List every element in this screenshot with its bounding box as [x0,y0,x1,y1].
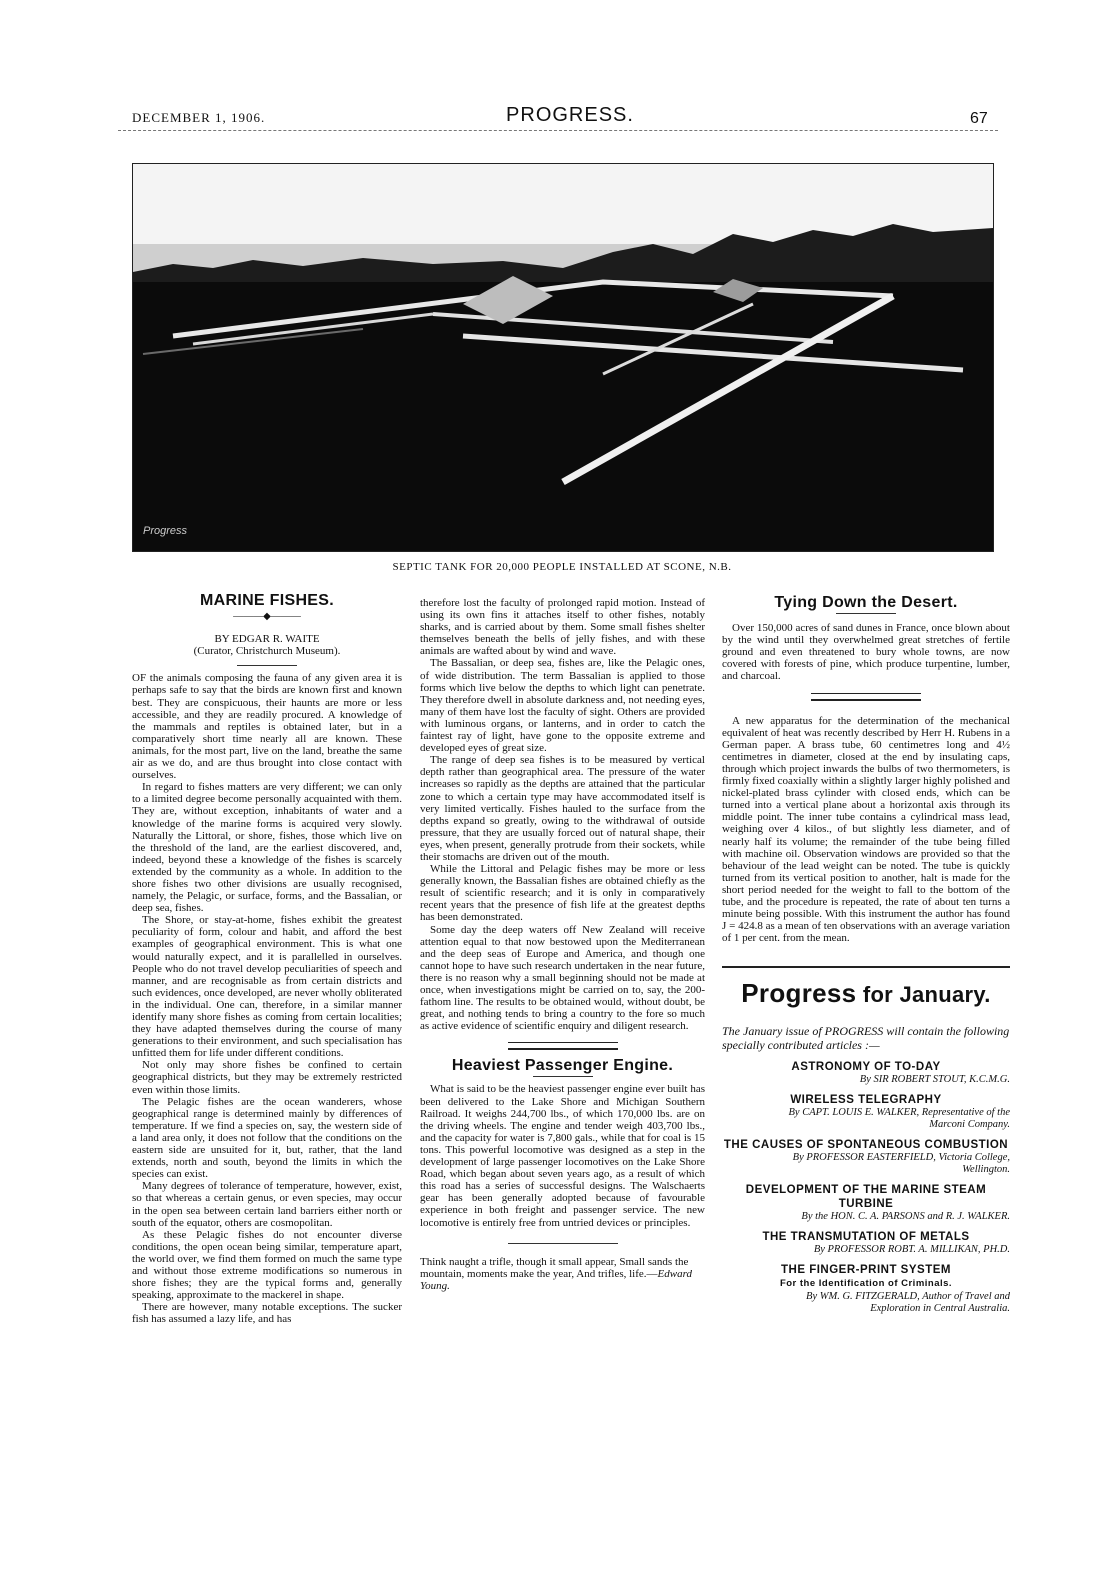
marine-fishes-column [132,592,402,1326]
short-rule [836,613,896,614]
engine-text: What is said to be the heaviest passenger engine ever built has been delivered to the Lake Shore and Michigan Southern Railroad. It weighs 244,700 lbs., of which 170,000 lbs. are on the driving wheels. The engine and tender weigh 403,700 lbs., and the capacity for water is 7,800 gals., while that for coal is 15 tons. This powerful locomotive was designed as a step in the development of large passenger locomotives on the Lake Shore Road, which began about seven years ago, as a result of which this road has a series of successful designs. The Walschaerts gear has been generally adopted because of favourable experience in both freight and passenger service. The new locomotive is entirely free from untried devices or principles. [420,1083,705,1229]
article-subtitle: For the Identification of Criminals. [779,1278,953,1290]
marine-fishes-title: MARINE FISHES. [200,592,334,609]
paragraph: The Bassalian, or deep sea, fishes are, like the Pelagic ones, of wide distribution. The term Bassalian is applied to those forms which live below the depths to which light can penetrate. They therefore dwell in absolute darkness and, not needing eyes, many of them have lost the faculty of sight. Others are provided with luminous organs, or lanterns, and in order to catch the faintest ray of light, have gone to the opposite extreme and developed eyes of great size. [420,657,705,755]
article-title: THE FINGER-PRINT SYSTEM [781,1264,951,1277]
marine-byline: BY EDGAR R. WAITE [214,633,320,646]
article-byline: By WM. G. FITZGERALD, Author of Travel and Exploration in Central Australia. [806,1291,1010,1315]
quote [420,1256,705,1292]
paragraph: The range of deep sea fishes is to be measured by vertical depth rather than geographical area. The pressure of the water increases so rapidly as the depths are attained that the particular zone to which a certain type may have accommodated itself is very limited vertically. Fishes hauled to the surface from the depths expand so greatly, owing to the withdrawal of outside pressure, that they are usually forced out of natural shape, their eyes, when present, generally protrude from their sockets, while their stomachs are driven out of the mouth. [420,754,705,863]
paragraph: Some day the deep waters off New Zealand will receive attention equal to that now bestowed upon the Mediterranean and the deep seas of Europe and America, and though one cannot hope to have such research undertaken in the near future, there is no reason why a small beginning should not be made at once, when investigations might be carried on to, say, the 200-fathom line. The results to be obtained would, without doubt, be great, and nothing tends to bring a country to the fore so much as active evidence of scientific enquiry and diligent research. [420,923,705,1033]
quote-author: Edward Young. [420,1267,692,1292]
desert-text: Over 150,000 acres of sand dunes in France, once blown about by the wind until they overwhelmed great stretches of fertile ground and even threatened to bury whole towns, are now covered with forests of pine, which produce turpentine, lumber, and charcoal. [722,622,1010,683]
short-rule [237,665,297,666]
issue-date: DECEMBER 1, 1906. [132,110,266,125]
article-title: ASTRONOMY OF TO-DAY [791,1061,941,1074]
masthead-title: PROGRESS. [506,104,634,126]
article-byline: By PROFESSOR ROBT. A. MILLIKAN, PH.D. [813,1244,1010,1256]
article-byline: By PROFESSOR EASTERFIELD, Victoria College, Wellington. [792,1152,1010,1176]
divider [722,966,1010,968]
engine-title: Heaviest Passenger Engine. [451,1057,674,1075]
photo-caption: SEPTIC TANK FOR 20,000 PEOPLE INSTALLED AT SCONE, N.B. [392,561,732,573]
paragraph: The Pelagic fishes are the ocean wanderers, whose geographical range is determined mainly by differences of temperature. If we find a species on, say, the western side of a land area only, it does not follow that the conditions on the eastern side are unsuited for it, but, rather, that the land extends, north and south, beyond the limits in which the species can exist. [132,1095,402,1181]
article-title: THE CAUSES OF SPONTANEOUS COMBUSTION [723,1139,1009,1152]
january-intro: The January issue of PROGRESS will contain the following specially contributed articles :— [722,1024,1010,1053]
paragraph: There are however, many notable exceptions. The sucker fish has assumed a lazy life, and has [132,1301,402,1326]
paragraph: While the Littoral and Pelagic fishes may be more or less generally known, the Bassalian fishes are obtained chiefly as the result of scientific research; and it is only in comparatively recent years that the presence of fish life at the greatest depths has been demonstrated. [420,863,705,924]
article-title: DEVELOPMENT OF THE MARINE STEAM TURBINE [745,1184,987,1211]
article-byline: By CAPT. LOUIS E. WALKER, Representative of the Marconi Company. [788,1107,1010,1131]
desert-title: Tying Down the Desert. [774,594,958,611]
paragraph: therefore lost the faculty of prolonged rapid motion. Instead of using its own fins it attaches itself to other fishes, notably sharks, and is carried about by them. Some small fishes shelter themselves beneath the bells of jelly fishes, and with these animals are wafted about by wind and wave. [420,597,705,658]
page-number: 67 [970,110,988,127]
article-byline: By the HON. C. A. PARSONS and R. J. WALKER. [801,1211,1010,1223]
septic-tank-illustration [133,164,993,551]
article-byline: By SIR ROBERT STOUT, K.C.M.G. [859,1074,1010,1086]
section-rule [508,1042,618,1050]
paragraph: The Shore, or stay-at-home, fishes exhibit the greatest peculiarity of form, colour and habit, and afford the best examples of geographical environment. This is what one would naturally expect, and it is parallelled in ourselves. People who do not travel develop peculiarities of speech and manner, and are recognisable as from certain districts and such evidences, once developed, are never wholly obliterated in the individual. One can, therefore, in a similar manner identify many shore fishes as coming from certain localities; they have adapted themselves during the course of many generations to their environment, and such specialisation has unfitted them for life under different conditions. [132,914,402,1060]
paragraph: OF the animals composing the fauna of any given area it is perhaps safe to say that the birds are known first and known best. They are conspicuous, their haunts are more or less accessible, and they are readily procured. A knowledge of the mammals and reptiles is obtained later, but in a comparatively short time nearly all are known. These animals, for the most part, live on the land, breathe the same air as we do, and are thus brought into close contact with ourselves. [132,672,402,782]
short-rule [533,1076,593,1077]
photo-watermark: Progress [143,525,188,537]
paragraph: Many degrees of tolerance of temperature, however, exist, so that whereas a certain genus, or even species, may occur in the open sea between certain land barriers either north or south of the equator, others are cosmopolitan. [132,1180,402,1229]
paragraph: As these Pelagic fishes do not encounter diverse conditions, the open ocean being similar, temperature apart, the world over, we find them formed on much the same type and without those extreme modifications so numerous in shore fishes; they are the typical forms and, generally speaking, approximate to the mackerel in shape. [132,1228,402,1302]
septic-tank-photo [132,163,994,552]
paragraph: Not only may shore fishes be confined to certain geographical districts, but they may be extremely restricted even within those limits. [132,1059,402,1096]
january-title-rest: for January. [862,982,991,1008]
january-title [722,980,1010,1008]
article-title: WIRELESS TELEGRAPHY [790,1094,942,1107]
marine-curator: (Curator, Christchurch Museum). [193,645,341,658]
january-title-bold: Progress [741,978,857,1009]
paragraph: In regard to fishes matters are very different; we can only to a limited degree become personally acquainted with them. They are, without exception, inhabitants of water and a knowledge of the marine forms is acquired very slowly. Naturally the Littoral, or shore, fishes, those which live on the threshold of the land, are the earliest discovered, and, indeed, beyond these a knowledge of the fishes is scarcely extended by the community as a whole. In addition to the shore fishes two other divisions are usually recognised, namely, the Pelagic, or surface, forms, and the Bassalian, or deep sea, fishes. [132,781,402,915]
middle-column [420,597,705,1292]
article-title: THE TRANSMUTATION OF METALS [762,1231,970,1244]
apparatus-text: A new apparatus for the determination of the mechanical equivalent of heat was recently described by Herr H. Rubens in a German paper. A brass tube, 60 centimetres long and 4½ centimetres in diameter, closed at the end by insulating caps, through which project inwards the bulbs of two thermometers, is firmly fixed coaxially within a slightly larger highly polished and nickel-plated brass cylinder with closed ends, which can be turned into a vertical plane about a horizontal axis through its middle point. The inner tube contains a cylindrical mass lead, weighing over 4 kilos., of but slightly less diameter, and of nearly half its volume; the remainder of the tube being filled with machine oil. Observation windows are provided so that the behaviour of the lead weight can be noted. The tube is quickly turned from its vertical position to another, halt is made for the short period needed for the weight to fall to the bottom of the tube, and the procedure is repeated, the rate of about ten turns a minute being possible. With this instrument the author has found J = 424.8 as a mean of ten observations with an average variation of 1 per cent. from the mean. [722,714,1010,945]
right-column [722,594,1010,1315]
quote-text: Think naught a trifle, though it small appear, Small sands the mountain, moments make the year, And trifles, life.— [420,1255,689,1280]
ornament-divider: ———◆——— [233,611,301,623]
section-rule [811,693,921,701]
short-rule [508,1243,618,1244]
header-rule [118,130,998,131]
